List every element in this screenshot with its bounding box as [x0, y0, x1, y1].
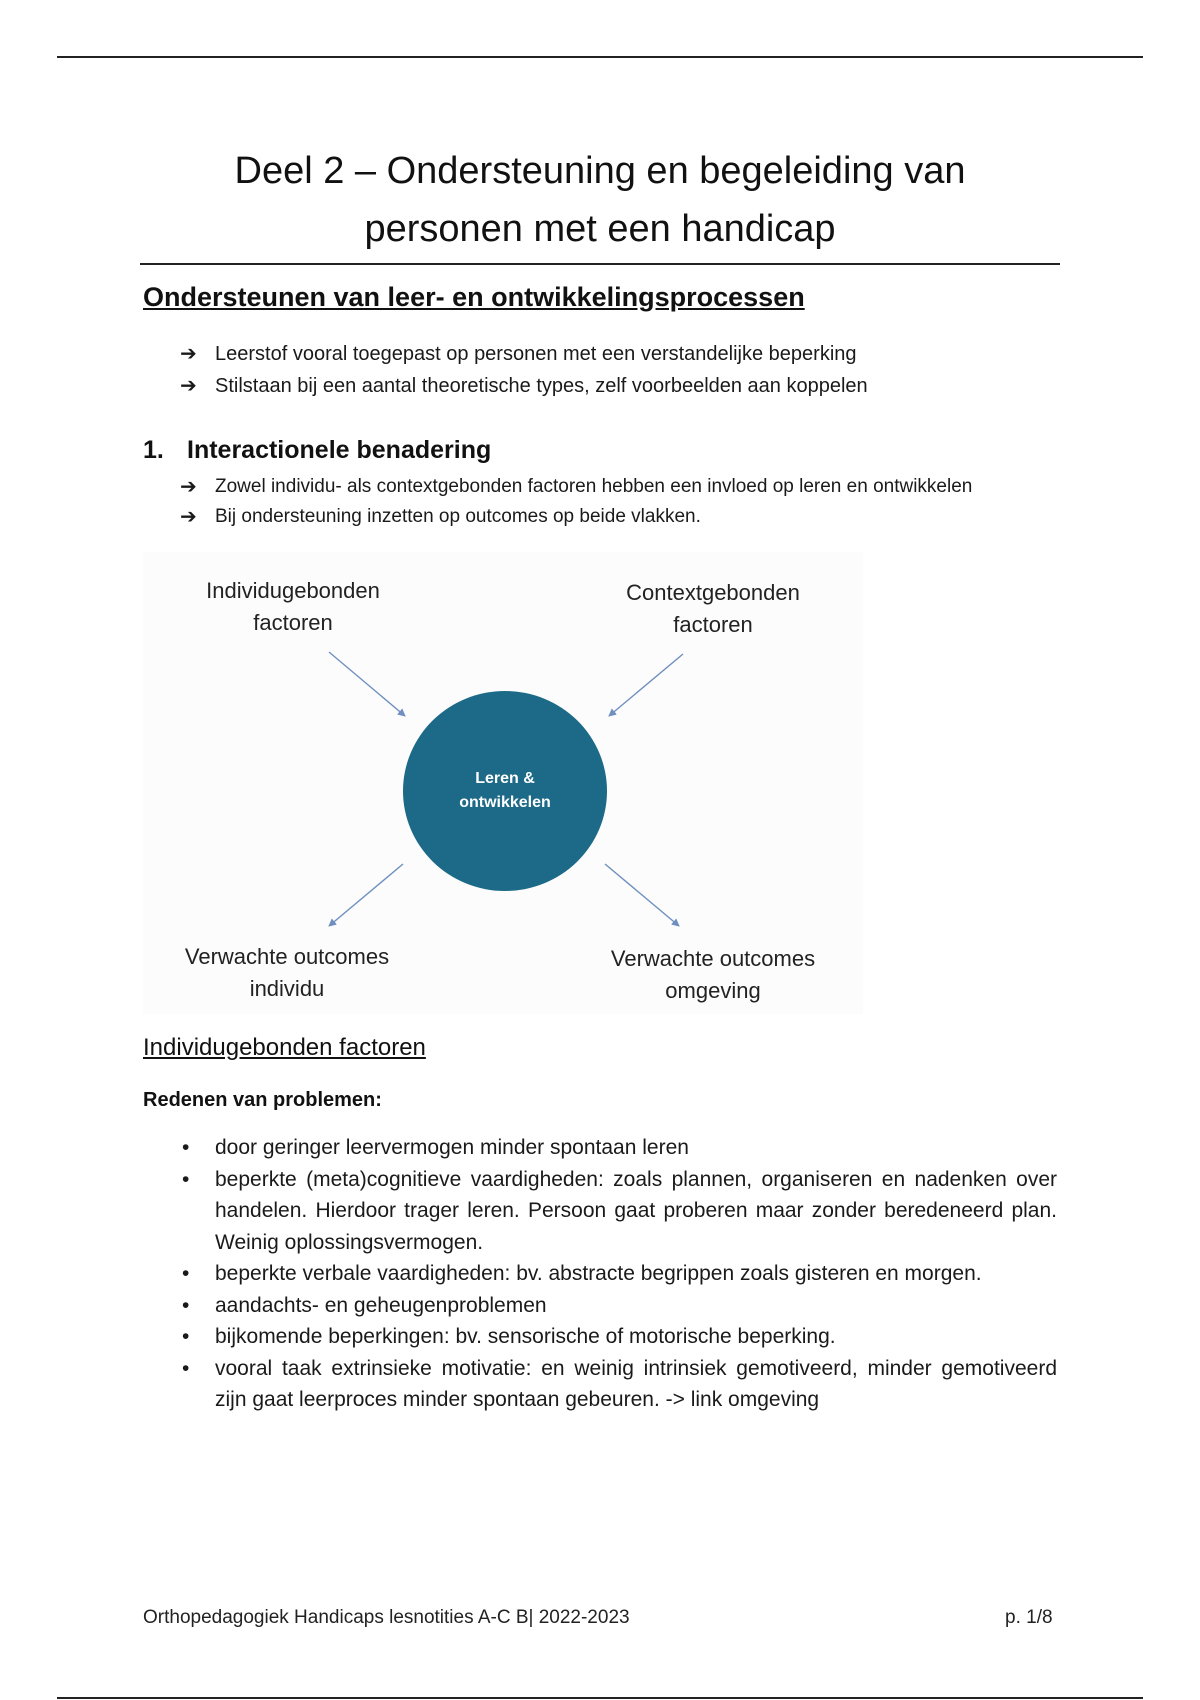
arrow-right-icon: ➔	[180, 375, 197, 397]
list-item: • vooral taak extrinsieke motivatie: en weinig intrinsiek gemotiveerd, minder gemotiveerd zijn gaat leerproces minder spontaan gebeuren. -> link omgeving	[180, 1353, 1057, 1416]
heading-text: Interactionele benadering	[187, 436, 492, 464]
list-item: • bijkomende beperkingen: bv. sensorische of motorische beperking.	[180, 1321, 1057, 1353]
list-item: • door geringer leervermogen minder spontaan leren	[180, 1132, 1057, 1164]
problems-list	[180, 1132, 1057, 1416]
interaction-arrow-list	[180, 472, 972, 532]
bullet-icon: •	[182, 1136, 190, 1159]
label-outcomes-environment: Verwachte outcomes omgeving	[610, 946, 816, 1003]
center-circle	[403, 691, 607, 891]
numbered-heading	[143, 436, 491, 465]
title-underline	[140, 263, 1060, 265]
arrow-top-left	[329, 652, 405, 716]
intro-arrow-list	[180, 338, 868, 402]
arrow-right-icon: ➔	[180, 476, 197, 498]
heading-number: 1.	[143, 436, 164, 464]
page-title-line-2: personen met een handicap	[364, 208, 836, 250]
arrow-right-icon: ➔	[180, 343, 197, 365]
individual-factors-heading: Individugebonden factoren	[143, 1034, 426, 1061]
list-item: • beperkte (meta)cognitieve vaardigheden: zoals plannen, organiseren en nadenken over handelen. Hierdoor trager leren. Persoon gaat proberen maar zonder beredeneerd plan. Weinig oplossingsvermogen.	[180, 1164, 1057, 1259]
arrow-top-right	[609, 654, 683, 716]
section-heading: Ondersteunen van leer- en ontwikkelingsprocessen	[143, 282, 805, 312]
list-item: • beperkte verbale vaardigheden: bv. abstracte begrippen zoals gisteren en morgen.	[180, 1258, 1057, 1290]
label-context-factors: Contextgebonden factoren	[626, 580, 800, 637]
bullet-icon: •	[182, 1325, 190, 1348]
footer-course-label: Orthopedagogiek Handicaps lesnotities A-C B| 2022-2023	[143, 1607, 630, 1628]
page-title-line-1: Deel 2 – Ondersteuning en begeleiding van	[234, 150, 966, 192]
top-rule	[57, 56, 1143, 58]
arrow-item: ➔ Leerstof vooral toegepast op personen met een verstandelijke beperking	[180, 338, 868, 370]
footer-page-number: p. 1/8	[1005, 1607, 1053, 1628]
label-outcomes-individual: Verwachte outcomes individu	[184, 944, 390, 1001]
page-title	[140, 142, 1060, 258]
arrow-bottom-right	[605, 864, 679, 926]
bullet-icon: •	[182, 1262, 190, 1285]
bullet-icon: •	[182, 1167, 190, 1191]
arrow-item: ➔ Zowel individu- als contextgebonden factoren hebben een invloed op leren en ontwikkelen	[180, 472, 972, 502]
center-label: Leren & ontwikkelen	[459, 770, 551, 811]
label-individual-factors: Individugebonden factoren	[206, 578, 380, 635]
arrow-item: ➔ Stilstaan bij een aantal theoretische types, zelf voorbeelden aan koppelen	[180, 370, 868, 402]
arrow-item: ➔ Bij ondersteuning inzetten op outcomes op beide vlakken.	[180, 502, 972, 532]
arrow-right-icon: ➔	[180, 506, 197, 528]
bullet-icon: •	[182, 1356, 190, 1380]
arrow-bottom-left	[329, 864, 403, 926]
bullet-icon: •	[182, 1293, 190, 1317]
bottom-rule	[57, 1697, 1143, 1699]
list-item: • aandachts- en geheugenproblemen	[180, 1290, 1057, 1322]
problems-subheading: Redenen van problemen:	[143, 1089, 382, 1111]
interaction-diagram	[143, 552, 863, 1014]
